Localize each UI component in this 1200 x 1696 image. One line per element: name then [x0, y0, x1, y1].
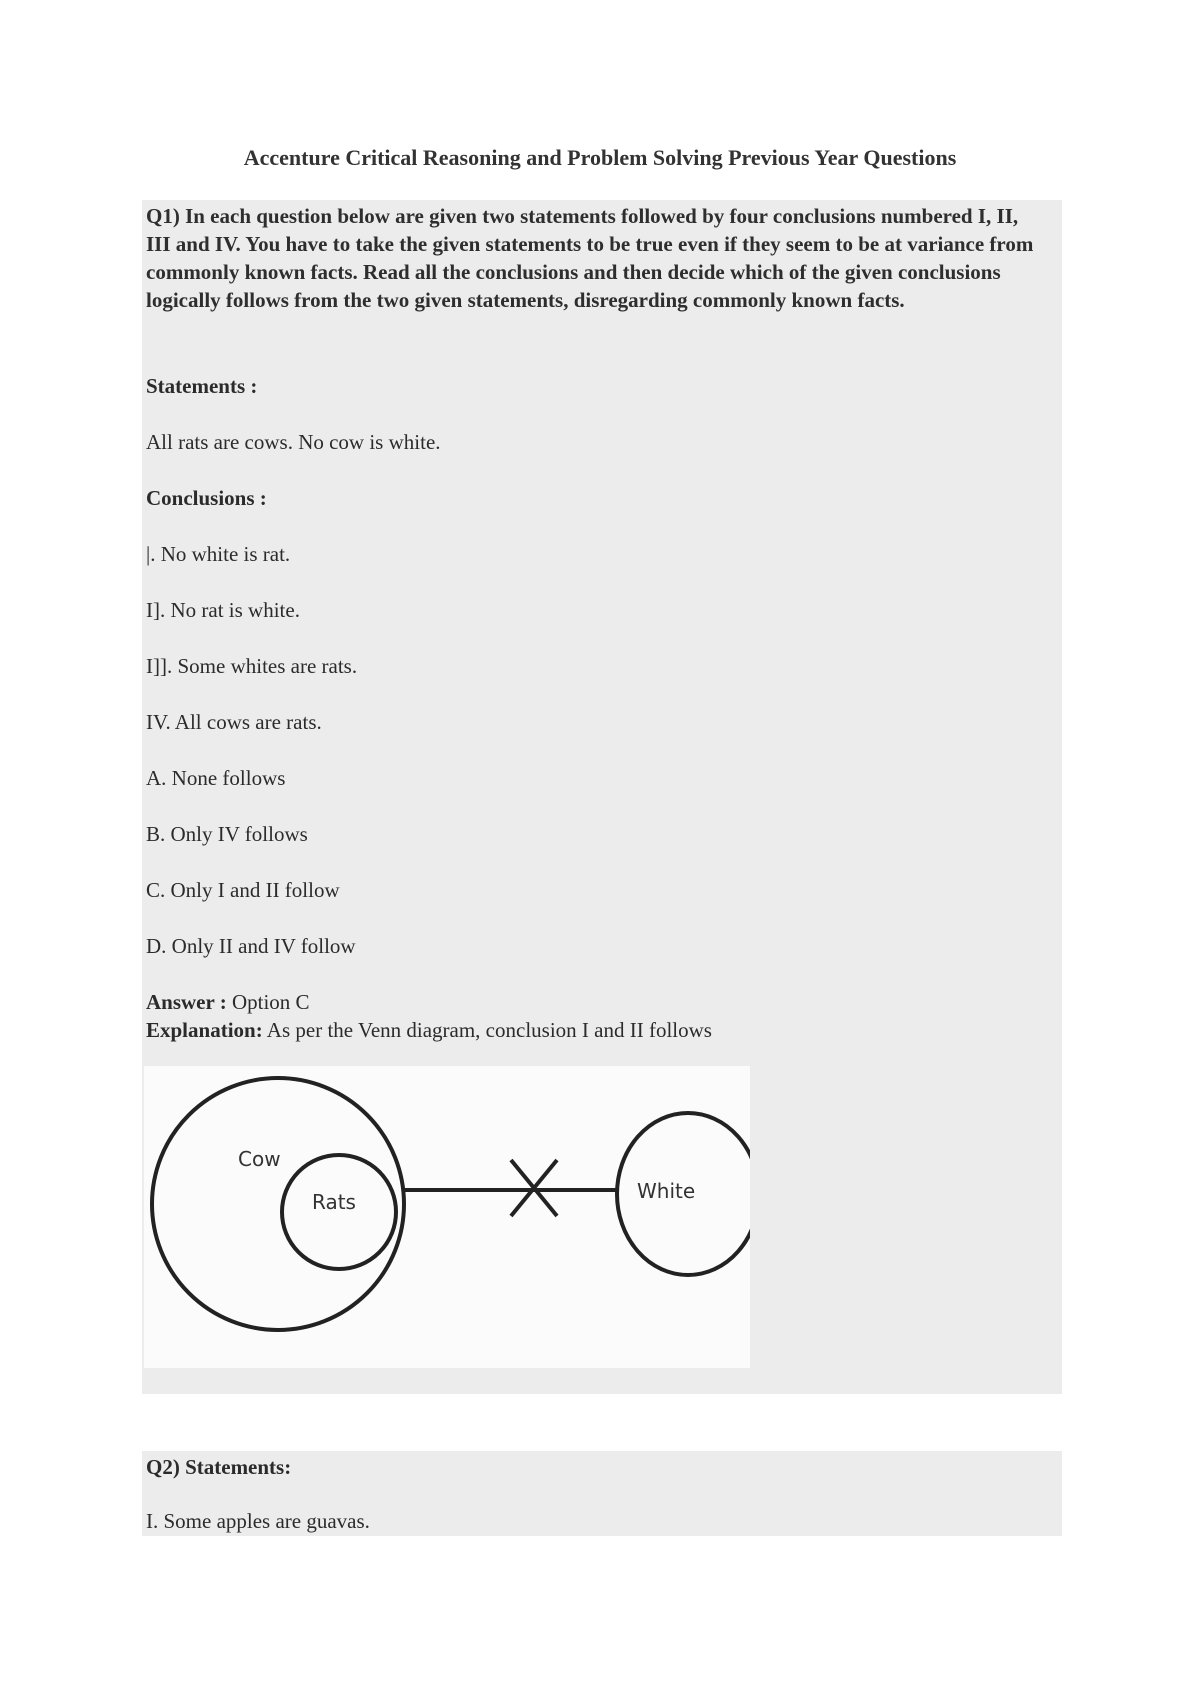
- conclusion-item: |. No white is rat.: [146, 542, 291, 566]
- conclusions-label: Conclusions :: [146, 486, 267, 510]
- cow-circle: [152, 1078, 404, 1330]
- conclusion-item: I]. No rat is white.: [146, 598, 300, 622]
- question-2-block: [142, 1451, 1062, 1536]
- question-2-heading: Q2) Statements:: [146, 1455, 292, 1479]
- answer-line: [146, 988, 310, 1016]
- white-label: White: [637, 1179, 696, 1203]
- cow-label: Cow: [238, 1147, 281, 1171]
- question-2-statement-1: I. Some apples are guavas.: [146, 1509, 370, 1533]
- rats-label: Rats: [312, 1190, 356, 1214]
- explanation-value: As per the Venn diagram, conclusion I and II follows: [266, 1018, 712, 1042]
- option-a: A. None follows: [146, 766, 286, 790]
- explanation-line: [146, 1016, 712, 1044]
- option-c: C. Only I and II follow: [146, 878, 340, 902]
- option-d: D. Only II and IV follow: [146, 934, 356, 958]
- venn-diagram-svg: [144, 1066, 750, 1368]
- conclusion-item: I]]. Some whites are rats.: [146, 654, 358, 678]
- statements-text: All rats are cows. No cow is white.: [146, 430, 441, 454]
- question-1-block: [142, 200, 1062, 1394]
- answer-label: Answer :: [146, 990, 227, 1014]
- document-title: Accenture Critical Reasoning and Problem Solving Previous Year Questions: [243, 145, 957, 170]
- option-b: B. Only IV follows: [146, 822, 308, 846]
- explanation-label: Explanation:: [146, 1018, 263, 1042]
- venn-diagram: [144, 1066, 750, 1368]
- conclusion-item: IV. All cows are rats.: [146, 710, 322, 734]
- statements-label: Statements :: [146, 374, 258, 398]
- question-1-prompt: Q1) In each question below are given two statements followed by four conclusions numbered I, II, III and IV. You have to take the given statements to be true even if they seem to be at variance from commonly known facts. Read all the conclusions and then decide which of the given conclusions logically follows from the two given statements, disregarding commonly known facts.: [146, 204, 1034, 312]
- answer-value: Option C: [231, 990, 310, 1014]
